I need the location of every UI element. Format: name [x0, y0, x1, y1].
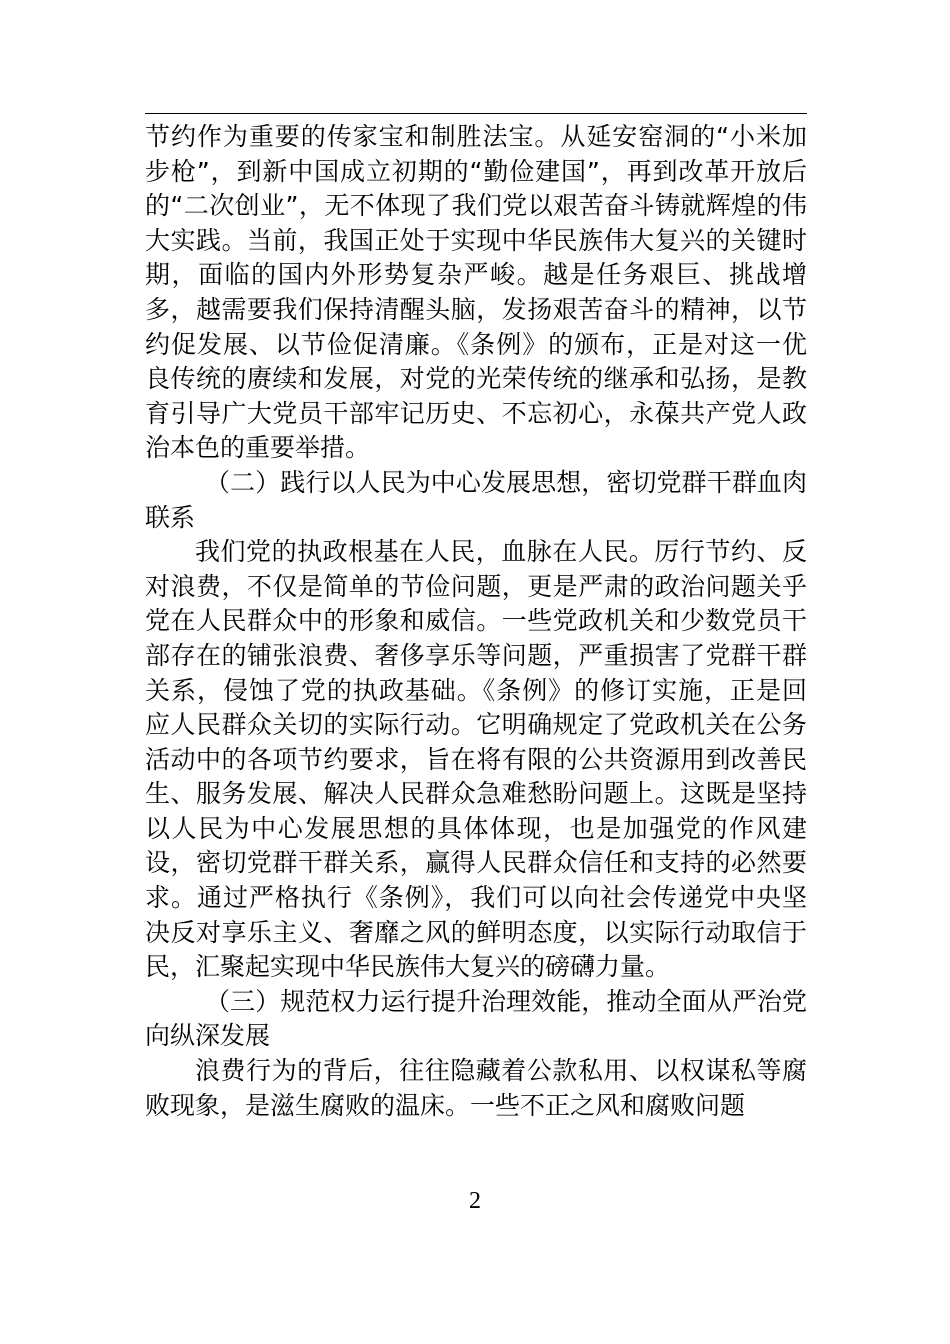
section-heading: （二）践行以人民为中心发展思想，密切党群干群血肉联系: [145, 467, 807, 532]
body-paragraph: 我们党的执政根基在人民，血脉在人民。厉行节约、反对浪费，不仅是简单的节俭问题，更是严肃的政治问题关乎党在人民群众中的形象和威信。一些党政机关和少数党员干部存在的铺张浪费、奢侈享乐等问题，严重损害了党群干群关系，侵蚀了党的执政基础。《条例》的修订实施，正是回应人民群众关切的实际行动。它明确规定了党政机关在公务活动中的各项节约要求，旨在将有限的公共资源用到改善民生、服务发展、解决人民群众急难愁盼问题上。这既是坚持以人民为中心发展思想的具体体现，也是加强党的作风建设，密切党群干群关系，赢得人民群众信任和支持的必然要求。通过严格执行《条例》，我们可以向社会传递党中央坚决反对享乐主义、奢靡之风的鲜明态度，以实际行动取信于民，汇聚起实现中华民族伟大复兴的磅礴力量。: [145, 537, 807, 982]
body-paragraph: 浪费行为的背后，往往隐藏着公款私用、以权谋私等腐败现象，是滋生腐败的温床。一些不正之风和腐败问题: [145, 1056, 807, 1120]
section-heading: （三）规范权力运行提升治理效能，推动全面从严治党向纵深发展: [145, 986, 807, 1051]
header-rule: [145, 113, 807, 114]
document-body: [145, 120, 807, 1123]
page-number: 2: [469, 1188, 481, 1214]
body-paragraph: 节约作为重要的传家宝和制胜法宝。从延安窑洞的“小米加步枪”，到新中国成立初期的“勤俭建国”，再到改革开放后的“二次创业”，无不体现了我们党以艰苦奋斗铸就辉煌的伟大实践。当前，我国正处于实现中华民族伟大复兴的关键时期，面临的国内外形势复杂严峻。越是任务艰巨、挑战增多，越需要我们保持清醒头脑，发扬艰苦奋斗的精神，以节约促发展、以节俭促清廉。《条例》的颁布，正是对这一优良传统的赓续和发展，对党的光荣传统的继承和弘扬，是教育引导广大党员干部牢记历史、不忘初心，永葆共产党人政治本色的重要举措。: [145, 122, 807, 463]
